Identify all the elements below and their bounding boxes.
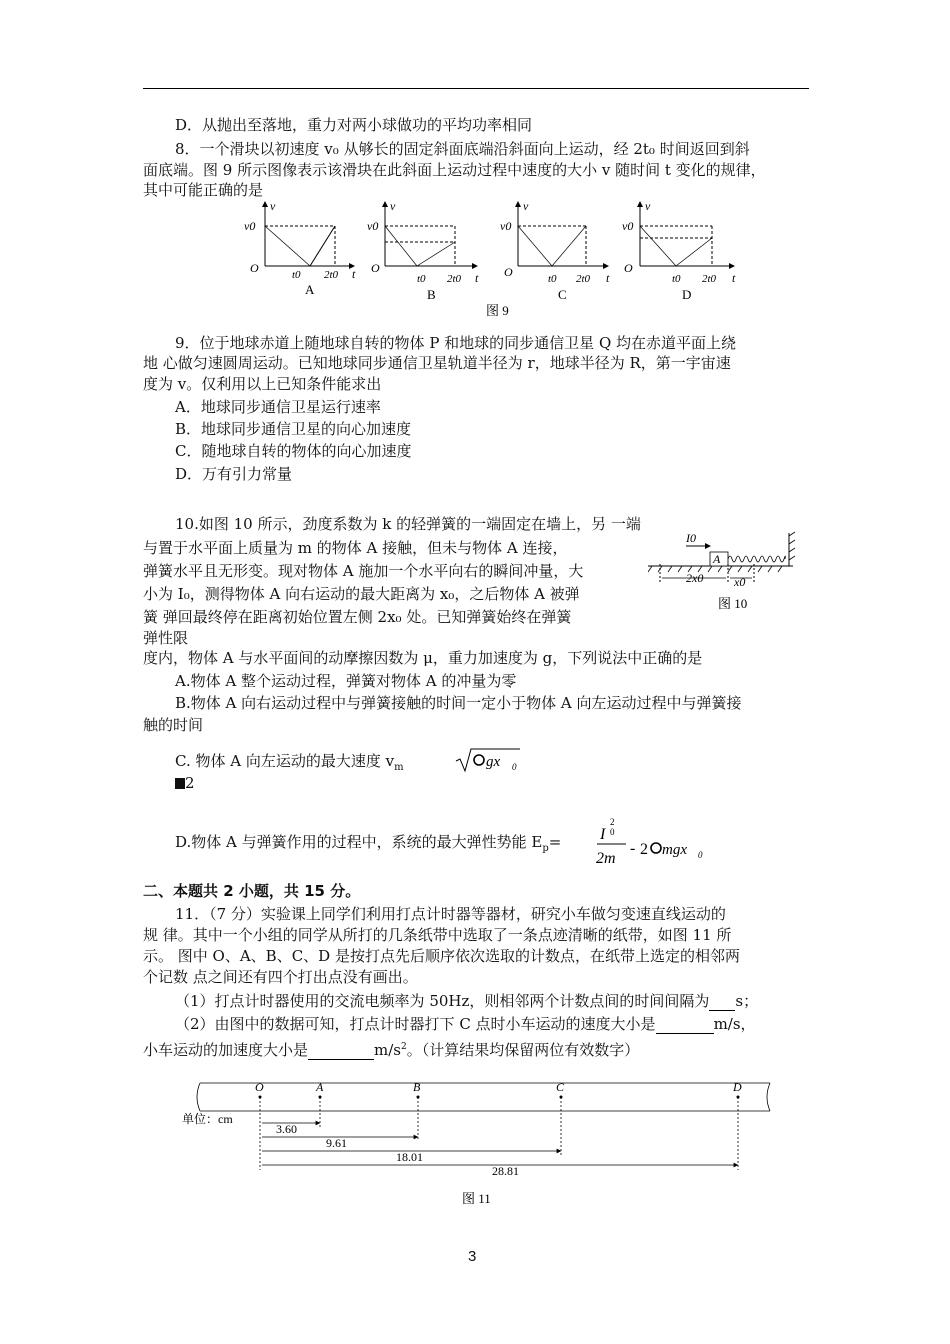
answer-blank-3[interactable] <box>308 1043 374 1060</box>
q11-line-4: 个记数 点之间还有四个打出点没有画出。 <box>143 968 418 986</box>
q11-sub-3 <box>143 1037 639 1060</box>
q10-line-1: 10.如图 10 所示，劲度系数为 k 的轻弹簧的一端固定在墙上，另 一端 <box>175 515 641 533</box>
fig10-2x0: 2x0 <box>686 571 704 585</box>
fig11-point-d: D <box>733 1080 742 1094</box>
q11-line-1: 11．（7 分）实验课上同学们利用打点计时器等器材，研究小车做匀变速直线运动的 <box>175 905 726 923</box>
fig9-caption: 图 9 <box>486 303 509 318</box>
fig9a-t0: t0 <box>292 269 301 281</box>
q10c-sub: m <box>394 762 404 773</box>
q10d-den: 2m <box>596 850 616 867</box>
q10d-num-sup: 2 <box>610 817 615 827</box>
fig11-point-c: C <box>556 1080 565 1094</box>
fig9-graph-c <box>500 199 610 302</box>
q10-option-b-1: B.物体 A 向右运动过程中与弹簧接触的时间一定小于物体 A 向左运动过程中与弹簧接 <box>175 694 742 712</box>
q10-option-c <box>175 751 404 778</box>
fig11-point-b: B <box>413 1080 421 1094</box>
q10-line-4: 小为 I₀，测得物体 A 向右运动的最大距离为 x₀，之后物体 A 被弹 <box>143 585 580 603</box>
answer-blank-2[interactable] <box>656 1017 714 1034</box>
q9-option-a: A．地球同步通信卫星运行速率 <box>175 398 381 416</box>
q11-line-3: 示。 图中 O、A、B、C、D 是按打点先后顺序依次选取的计数点，在纸带上选定的相邻两 <box>143 947 740 965</box>
fig9c-t0: t0 <box>548 273 557 285</box>
fig9b-v: v <box>390 199 396 213</box>
svg-text:0: 0 <box>698 850 703 860</box>
q10d-formula <box>592 813 722 869</box>
q10d-sub: p <box>542 843 549 854</box>
fig9c-v: v <box>523 199 529 213</box>
q10c-sqrt-body: gx <box>486 754 501 770</box>
fig9b-v0: v0 <box>367 219 379 233</box>
q10-option-c-line2 <box>175 773 195 793</box>
fig9a-label: A <box>305 282 315 297</box>
fig10-caption: 图 10 <box>718 596 748 611</box>
fig9b-label: B <box>427 287 436 302</box>
fig9-graph-d <box>622 199 736 302</box>
svg-text:0: 0 <box>512 762 517 772</box>
q11-sub-3-tail: 。（计算结果均保留两位有效数字） <box>406 1041 640 1059</box>
q11-sub-3-unit: m/s <box>374 1041 401 1059</box>
q10-option-b-2: 触的时间 <box>143 716 204 734</box>
fig10-x0: x0 <box>734 575 746 589</box>
fig9a-v0: v0 <box>244 219 256 233</box>
fig11-dist-4: 28.81 <box>492 1164 519 1178</box>
fig9d-label: D <box>682 287 692 302</box>
figure-9 <box>230 196 750 321</box>
q10d-num: I <box>600 826 606 843</box>
fig9c-o: O <box>504 265 513 279</box>
q11-sub-2-unit: m/s， <box>713 1015 756 1033</box>
fig9a-t: t <box>352 267 356 281</box>
fig9b-t: t <box>475 271 479 285</box>
box-glyph-icon <box>175 778 185 789</box>
q10-line-2: 与置于水平面上质量为 m 的物体 A 接触，但未与物体 A 连接， <box>143 539 568 557</box>
figure-11 <box>180 1075 780 1215</box>
fig10-impulse: I0 <box>686 531 696 545</box>
q9-option-c: C．随地球自转的物体的向心加速度 <box>175 442 412 460</box>
q9-line-2: 地 心做匀速圆周运动。已知地球同步通信卫星轨道半径为 r，地球半径为 R，第一宇宙速 <box>143 354 731 372</box>
fig11-caption: 图 11 <box>462 1191 491 1206</box>
q9-line-1: 9．位于地球赤道上随地球自转的物体 P 和地球的同步通信卫星 Q 均在赤道平面上绕 <box>175 334 737 352</box>
answer-blank-1[interactable] <box>709 994 735 1011</box>
q10-line-5: 簧 弹回最终停在距离初始位置左侧 2x₀ 处。已知弹簧始终在弹簧 <box>143 608 572 626</box>
fig9c-2t0: 2t0 <box>576 273 591 285</box>
fig9c-v0: v0 <box>500 219 512 233</box>
q9-option-b: B．地球同步通信卫星的向心加速度 <box>175 420 412 438</box>
q8-line-2: 面底端。图 9 所示图像表示该滑块在此斜面上运动过程中速度的大小 v 随时间 t 变化的规律， <box>143 161 766 179</box>
fig11-dist-3: 18.01 <box>396 1150 423 1164</box>
section-2-heading: 二、本题共 2 小题，共 15 分。 <box>143 882 361 900</box>
q10-option-a: A.物体 A 整个运动过程，弹簧对物体 A 的冲量为零 <box>175 672 517 690</box>
q10d-minus: - <box>630 840 636 857</box>
fig11-dist-2: 9.61 <box>326 1136 347 1150</box>
q10-line-6: 弹性限 <box>143 629 189 647</box>
q8-line-3: 其中可能正确的是 <box>143 181 264 199</box>
fig9-graph-a <box>244 199 356 297</box>
q11-sub-2-text: （2）由图中的数据可知，打点计时器打下 C 点时小车运动的速度大小是 <box>175 1015 656 1033</box>
fig11-point-o: O <box>255 1080 264 1094</box>
q9-option-d: D．万有引力常量 <box>175 465 293 483</box>
fig9d-2t0: 2t0 <box>702 273 717 285</box>
q9-line-3: 度为 v。仅利用以上已知条件能求出 <box>143 375 382 393</box>
q10-option-d: D.物体 A 与弹簧作用的过程中，系统的最大弹性势能 $E_p=$ <box>175 833 562 854</box>
q11-sub-1-unit: s； <box>735 992 759 1010</box>
figure-10 <box>648 528 798 618</box>
q10d-text: D.物体 A 与弹簧作用的过程中，系统的最大弹性势能 E <box>175 833 543 851</box>
q10d-tail2: mgx <box>662 842 687 858</box>
fig9d-v: v <box>645 199 651 213</box>
q10d-tail: 2 <box>640 841 648 858</box>
q11-sub-3-text: 小车运动的加速度大小是 <box>143 1041 309 1059</box>
fig11-point-a: A <box>316 1080 324 1094</box>
q11-line-2: 规 律。其中一个小组的同学从所打的几条纸带中选取了一条点迹清晰的纸带，如图 11 所 <box>143 926 732 944</box>
fig9d-t0: t0 <box>672 273 681 285</box>
header-rule <box>143 88 809 89</box>
q10-line-3: 弹簧水平且无形变。现对物体 A 施加一个水平向右的瞬间冲量，大 <box>143 562 584 580</box>
fig10-body: A <box>713 552 721 566</box>
fig9a-o: O <box>250 261 259 275</box>
q7-option-d: D．从抛出至落地，重力对两小球做功的平均功率相同 <box>175 116 533 134</box>
fig9a-2t0: 2t0 <box>324 269 339 281</box>
fig11-dist-1: 3.60 <box>276 1122 297 1136</box>
fig9b-t0: t0 <box>417 273 426 285</box>
q11-sub-2 <box>175 1014 756 1034</box>
fig9d-t: t <box>732 271 736 285</box>
fig9b-2t0: 2t0 <box>447 273 462 285</box>
q10c-text: C. 物体 A 向左运动的最大速度 v <box>175 752 395 770</box>
page-number: 3 <box>468 1248 477 1265</box>
fig9d-o: O <box>624 261 633 275</box>
fig9a-v: v <box>270 199 276 213</box>
q11-sub-1-text: （1）打点计时器使用的交流电频率为 50Hz，则相邻两个计数点间的时间间隔为 <box>175 992 710 1010</box>
q11-sub-1 <box>175 991 758 1011</box>
q10c-formula <box>454 745 524 777</box>
q11-sub-3-sup: 2 <box>401 1042 407 1052</box>
fig9c-t: t <box>606 271 610 285</box>
fig9b-o: O <box>371 261 380 275</box>
fig9d-v0: v0 <box>622 219 634 233</box>
q10c-two: 2 <box>185 774 195 792</box>
fig9-graph-b <box>367 199 479 302</box>
q8-line-1: 8．一个滑块以初速度 v₀ 从够长的固定斜面底端沿斜面向上运动，经 2t₀ 时间返回到斜 <box>175 140 750 158</box>
fig11-unit: 单位：cm <box>182 1112 233 1126</box>
q10d-num-sub: 0 <box>610 827 615 837</box>
fig9c-label: C <box>558 287 567 302</box>
q10-line-7: 度内，物体 A 与水平面间的动摩擦因数为 μ，重力加速度为 g，下列说法中正确的是 <box>143 649 703 667</box>
